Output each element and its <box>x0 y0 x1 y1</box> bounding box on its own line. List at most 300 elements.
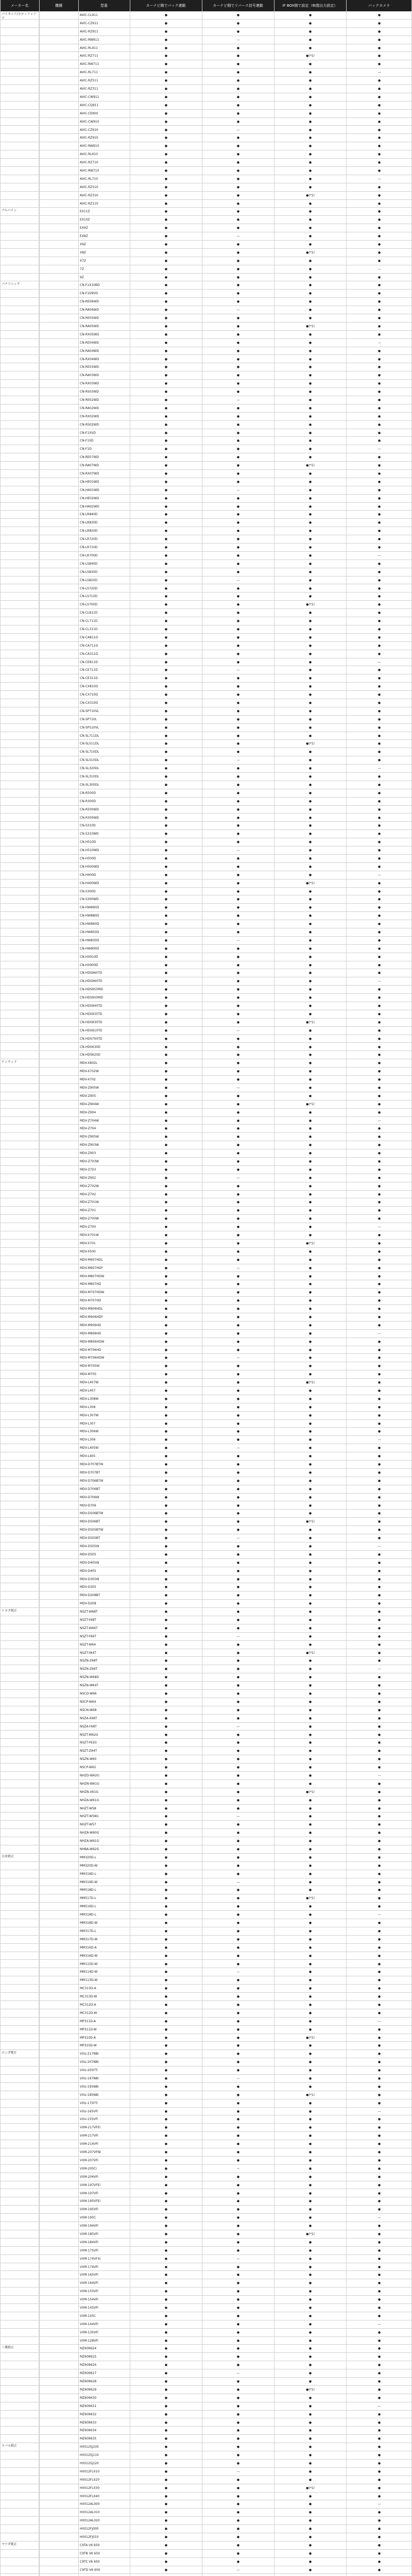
support-mark: ● <box>202 2320 274 2328</box>
table-row <box>0 150 412 159</box>
support-mark: ● <box>130 1976 202 1984</box>
table-row <box>0 895 412 904</box>
support-mark: ● <box>274 1428 346 1435</box>
support-mark: ● <box>274 2124 346 2131</box>
support-mark: ● <box>346 1019 412 1026</box>
model-cell: VXM-154VFi <box>78 2296 130 2303</box>
table-row <box>0 421 412 429</box>
support-mark: ● <box>346 1600 412 1607</box>
table-row <box>0 2222 412 2230</box>
support-mark: ● <box>202 355 274 363</box>
support-mark: ● <box>346 1420 412 1428</box>
support-mark: ● <box>274 1706 346 1714</box>
support-mark: ● <box>130 2500 202 2508</box>
support-mark: ● <box>346 1207 412 1214</box>
support-mark: ● <box>130 1510 202 1517</box>
support-mark: ● <box>130 2451 202 2459</box>
support-mark: ● <box>274 1223 346 1231</box>
support-mark: ● <box>202 1829 274 1837</box>
model-cell: CN-LR820D <box>78 527 130 535</box>
model-cell: AVIC-CQ911 <box>78 101 130 109</box>
model-cell: CN-RX02WD <box>78 413 130 420</box>
support-mark: ● <box>274 2190 346 2197</box>
support-mark: ● <box>274 2509 346 2516</box>
support-mark: ● <box>346 2075 412 2082</box>
support-mark: ● <box>130 1567 202 1575</box>
support-mark: ● <box>346 396 412 404</box>
support-mark: ● <box>274 1673 346 1681</box>
support-mark: ● <box>202 2451 274 2459</box>
support-mark <box>202 2574 274 2576</box>
support-mark: ● <box>346 1141 412 1149</box>
support-mark: ● <box>274 1624 346 1632</box>
support-mark: ● <box>130 1772 202 1780</box>
table-row <box>0 961 412 970</box>
support-mark: ●(*1) <box>274 192 346 199</box>
support-mark: ● <box>274 2042 346 2049</box>
support-mark: ● <box>202 110 274 117</box>
model-cell: AVIC-RZ110 <box>78 200 130 208</box>
model-cell: EX10Z <box>78 216 130 224</box>
support-mark: ● <box>346 1403 412 1411</box>
support-mark: ● <box>202 2476 274 2484</box>
support-mark: ● <box>274 404 346 412</box>
support-mark: ● <box>346 1780 412 1788</box>
support-mark: ● <box>202 2411 274 2418</box>
table-row <box>0 216 412 224</box>
support-mark: ●(*1) <box>274 2386 346 2394</box>
support-mark: ● <box>274 2287 346 2295</box>
support-mark: ● <box>130 208 202 215</box>
table-row <box>0 1575 412 1584</box>
support-mark: ● <box>202 879 274 887</box>
maker-cell: 日産純正 <box>0 1854 39 2050</box>
support-mark: ● <box>202 527 274 535</box>
table-row <box>0 1936 412 1944</box>
support-mark: ● <box>274 2148 346 2156</box>
support-mark: ● <box>274 1764 346 1771</box>
support-mark: ● <box>346 52 412 60</box>
support-mark: ● <box>202 224 274 232</box>
model-cell: MDV-D706BT <box>78 1485 130 1493</box>
support-mark: — <box>202 486 274 494</box>
support-mark: ● <box>274 986 346 993</box>
support-mark: ● <box>346 994 412 1002</box>
table-row <box>0 1215 412 1223</box>
support-mark: ● <box>130 585 202 592</box>
support-mark: ● <box>346 577 412 584</box>
support-mark: ● <box>202 2034 274 2042</box>
table-row <box>0 429 412 437</box>
model-cell: MDV-Z703 <box>78 1166 130 1174</box>
support-mark: ● <box>202 257 274 265</box>
support-mark: ● <box>130 1944 202 1952</box>
support-mark: ● <box>130 1764 202 1771</box>
support-mark: ● <box>130 331 202 338</box>
support-mark: ● <box>202 1502 274 1510</box>
support-mark: ● <box>202 183 274 191</box>
support-mark: — <box>202 756 274 764</box>
support-mark: ● <box>346 855 412 862</box>
model-cell: VXM-204VFi <box>78 2173 130 2181</box>
support-mark: ● <box>274 1027 346 1035</box>
model-cell: MM517D-L <box>78 1894 130 1902</box>
support-mark: ● <box>346 1182 412 1190</box>
support-mark: ● <box>130 1583 202 1591</box>
table-row <box>0 1976 412 1985</box>
support-mark: ● <box>202 2361 274 2369</box>
table-row <box>0 2525 412 2533</box>
support-mark: ● <box>130 920 202 928</box>
support-mark: ● <box>346 707 412 715</box>
table-row <box>0 2165 412 2173</box>
support-mark: ● <box>202 1182 274 1190</box>
model-cell: VXM-205Ci <box>78 2165 130 2173</box>
model-cell: MDV-D706BTW <box>78 1477 130 1485</box>
model-cell: NSZA-Y68T <box>78 1723 130 1731</box>
model-cell: CN-CA311D <box>78 650 130 658</box>
table-row <box>0 1780 412 1788</box>
table-row <box>0 339 412 347</box>
support-mark: ● <box>346 1076 412 1083</box>
support-mark: ● <box>274 1289 346 1296</box>
support-mark: ● <box>202 85 274 93</box>
support-mark: ● <box>130 838 202 846</box>
model-cell: H0012FL020 <box>78 2476 130 2484</box>
table-row <box>0 36 412 44</box>
support-mark: ● <box>346 1575 412 1583</box>
support-mark: ● <box>274 1092 346 1100</box>
support-mark: ● <box>130 1993 202 2001</box>
support-mark: ● <box>202 2558 274 2566</box>
support-mark: ● <box>202 740 274 748</box>
support-mark: ● <box>346 1215 412 1223</box>
support-mark: ● <box>346 895 412 903</box>
support-mark: ● <box>202 1837 274 1845</box>
support-mark: ● <box>346 904 412 911</box>
support-mark: ● <box>130 1805 202 1812</box>
maker-cell: 三菱純正 <box>0 2345 39 2443</box>
support-mark: ● <box>346 2222 412 2230</box>
support-mark: ● <box>202 2018 274 2025</box>
support-mark: ● <box>202 1673 274 1681</box>
support-mark: ● <box>274 1600 346 1607</box>
model-cell: CN-RA02WD <box>78 404 130 412</box>
model-cell: C9TD V6 650 <box>78 2566 130 2574</box>
model-cell: MM318D-W <box>78 1919 130 1927</box>
support-mark: ● <box>130 748 202 756</box>
support-mark: ● <box>130 969 202 977</box>
support-mark: ● <box>202 1518 274 1526</box>
support-mark: ● <box>274 1952 346 1960</box>
support-mark: ● <box>130 1502 202 1510</box>
support-mark: ● <box>346 601 412 608</box>
support-mark: ● <box>274 1960 346 1968</box>
model-cell: VXU-195NBi <box>78 2083 130 2091</box>
support-mark: ● <box>202 2173 274 2181</box>
model-cell: NSZT-W68T <box>78 1608 130 1616</box>
table-row <box>0 1608 412 1616</box>
support-mark: ● <box>274 2247 346 2255</box>
table-row <box>0 183 412 192</box>
support-mark: ● <box>346 511 412 518</box>
support-mark: ● <box>274 552 346 560</box>
support-mark: ● <box>130 1403 202 1411</box>
support-mark: ● <box>346 2566 412 2574</box>
support-mark: ● <box>202 683 274 690</box>
support-mark: ● <box>346 961 412 969</box>
support-mark: ● <box>346 1494 412 1501</box>
table-row <box>0 634 412 642</box>
support-mark: ● <box>346 781 412 789</box>
table-row <box>0 2443 412 2451</box>
support-mark: ● <box>130 1100 202 1108</box>
support-mark: ● <box>130 560 202 568</box>
model-cell: CN-F1D <box>78 445 130 453</box>
support-mark: ● <box>274 2353 346 2361</box>
support-mark: ● <box>346 2197 412 2205</box>
table-row <box>0 281 412 290</box>
support-mark: ● <box>346 208 412 215</box>
support-mark: ● <box>130 2190 202 2197</box>
support-mark: ● <box>130 232 202 240</box>
model-cell: MDV-L407W <box>78 1379 130 1386</box>
model-cell: VXM-207VFi <box>78 2157 130 2164</box>
support-mark: ● <box>130 1649 202 1657</box>
support-mark: ● <box>346 20 412 27</box>
support-mark: ● <box>346 2296 412 2303</box>
table-row <box>0 1174 412 1182</box>
support-mark: — <box>202 2255 274 2263</box>
support-mark: ● <box>346 216 412 224</box>
model-cell: MDV-M907HDL <box>78 1256 130 1264</box>
support-mark: ● <box>274 2132 346 2140</box>
header-cell: カーナビ側でリバース信号連動 <box>202 0 274 11</box>
model-cell: CN-RE06WD <box>78 298 130 306</box>
support-mark: ● <box>274 1837 346 1845</box>
support-mark: ● <box>130 2214 202 2222</box>
support-mark: ● <box>274 2018 346 2025</box>
table-row <box>0 1886 412 1894</box>
support-mark: ● <box>202 478 274 486</box>
model-cell: H0012SJ100 <box>78 2443 130 2451</box>
table-row <box>0 920 412 928</box>
support-mark: ● <box>274 2066 346 2074</box>
header-cell: 機種 <box>39 0 78 11</box>
model-cell: MDV-M707HDW <box>78 1289 130 1296</box>
support-mark: ● <box>202 1526 274 1534</box>
support-mark: ●(*1) <box>274 1100 346 1108</box>
support-mark: ● <box>274 1469 346 1477</box>
support-mark: ● <box>202 2271 274 2279</box>
support-mark: ● <box>202 1428 274 1435</box>
support-mark: ● <box>274 642 346 650</box>
support-mark: ● <box>346 1035 412 1043</box>
support-mark: ● <box>346 1797 412 1804</box>
support-mark: ● <box>130 1125 202 1132</box>
table-row <box>0 1534 412 1543</box>
support-mark: ● <box>346 863 412 871</box>
model-cell: CN-LS710D <box>78 592 130 600</box>
table-row <box>0 52 412 60</box>
support-mark: ● <box>130 2026 202 2033</box>
support-mark: ● <box>346 1641 412 1649</box>
table-row <box>0 200 412 208</box>
model-cell: CN-HE02WD <box>78 495 130 502</box>
support-mark: ● <box>346 1755 412 1763</box>
model-cell: CN-RE07WD <box>78 453 130 461</box>
model-cell: CN-HDS620D <box>78 1051 130 1059</box>
support-mark: ● <box>346 2148 412 2156</box>
support-mark: ● <box>202 363 274 371</box>
model-cell: CN-HX900D <box>78 961 130 969</box>
support-mark: ●(*1) <box>274 249 346 257</box>
support-mark: ● <box>130 855 202 862</box>
model-cell: MM518D-L <box>78 1886 130 1894</box>
support-mark: ● <box>346 1452 412 1460</box>
support-mark: ● <box>202 511 274 518</box>
table-row <box>0 789 412 798</box>
support-mark: ● <box>202 1019 274 1026</box>
support-mark: ● <box>130 1960 202 1968</box>
support-mark: ● <box>202 1657 274 1665</box>
support-mark: ● <box>274 1985 346 1992</box>
support-mark: — <box>346 339 412 347</box>
support-mark: ● <box>202 216 274 224</box>
support-mark: ● <box>202 2115 274 2123</box>
model-cell: CN-HW890D <box>78 904 130 911</box>
support-mark: ● <box>130 1657 202 1665</box>
model-cell: CN-HDS950MD <box>78 994 130 1002</box>
support-mark: ● <box>130 1158 202 1165</box>
support-mark: ● <box>202 1395 274 1403</box>
support-mark: ● <box>346 1845 412 1853</box>
support-mark: ● <box>346 2066 412 2074</box>
support-mark: ● <box>130 552 202 560</box>
support-mark: ● <box>346 2312 412 2320</box>
support-mark: ● <box>130 1641 202 1649</box>
support-mark: ● <box>274 1297 346 1304</box>
support-mark: ● <box>130 928 202 936</box>
support-mark: ● <box>346 1362 412 1370</box>
support-mark: ● <box>130 1452 202 1460</box>
support-mark: ● <box>202 560 274 568</box>
support-mark: ● <box>130 445 202 453</box>
support-mark: ● <box>274 1911 346 1919</box>
support-mark: ●(*1) <box>274 1240 346 1247</box>
table-row <box>0 2247 412 2255</box>
table-row <box>0 871 412 879</box>
support-mark: ● <box>274 2181 346 2189</box>
table-row <box>0 355 412 364</box>
model-cell: MDV-Z905W <box>78 1133 130 1141</box>
model-cell: AVIC-RZ910 <box>78 134 130 142</box>
support-mark: ● <box>130 2132 202 2140</box>
table-row <box>0 2034 412 2042</box>
support-mark: ● <box>202 838 274 846</box>
table-row <box>0 2018 412 2026</box>
table-row <box>0 1076 412 1084</box>
model-cell: NSZN-W64T <box>78 1682 130 1689</box>
support-mark: ● <box>130 363 202 371</box>
model-cell: CN-SL510DL <box>78 756 130 764</box>
table-row <box>0 2361 412 2369</box>
support-mark: ● <box>130 1273 202 1280</box>
support-mark: ● <box>130 1469 202 1477</box>
column-divider <box>78 0 79 2576</box>
support-mark: — <box>346 1665 412 1673</box>
support-mark: ● <box>274 1641 346 1649</box>
support-mark: ● <box>274 855 346 862</box>
support-mark: ● <box>274 1583 346 1591</box>
model-cell: CN-F1XVD <box>78 429 130 437</box>
support-mark: ● <box>274 2304 346 2312</box>
model-cell: MP310D-A <box>78 2034 130 2042</box>
support-mark: ● <box>202 241 274 248</box>
support-mark: ● <box>346 1354 412 1362</box>
table-row <box>0 2157 412 2165</box>
table-row <box>0 1264 412 1273</box>
support-mark: ● <box>274 1567 346 1575</box>
support-mark: ● <box>346 249 412 257</box>
support-mark: ● <box>346 257 412 265</box>
support-mark: ● <box>274 871 346 879</box>
support-mark: ● <box>346 1633 412 1640</box>
model-cell: VXM-155VFi <box>78 2287 130 2295</box>
support-mark: ● <box>130 511 202 518</box>
table-row <box>0 855 412 863</box>
support-mark: — <box>346 1772 412 1780</box>
support-mark: ● <box>274 2402 346 2410</box>
support-mark: ● <box>130 1526 202 1534</box>
support-mark: ● <box>202 2148 274 2156</box>
support-mark: ● <box>130 2304 202 2312</box>
support-mark: ● <box>274 1035 346 1043</box>
support-mark: ● <box>346 756 412 764</box>
support-mark: ● <box>202 1076 274 1083</box>
support-mark: — <box>202 1968 274 1976</box>
table-row <box>0 683 412 691</box>
support-mark: ● <box>130 339 202 347</box>
support-mark: ● <box>274 544 346 551</box>
support-mark: ● <box>346 404 412 412</box>
model-cell: NSZT-W66T <box>78 1624 130 1632</box>
support-mark: ● <box>274 1043 346 1051</box>
support-mark: ● <box>346 1673 412 1681</box>
model-cell: MDV-Z704 <box>78 1125 130 1132</box>
table-row <box>0 69 412 77</box>
support-mark: ● <box>130 175 202 183</box>
support-mark: ● <box>274 1551 346 1558</box>
support-mark: ● <box>346 2369 412 2377</box>
model-cell: CN-HDS965TD <box>78 969 130 977</box>
maker-cell: パイオニア/カロッツェリア <box>0 11 39 208</box>
model-cell: MDV-Z704W <box>78 1117 130 1125</box>
support-mark: ● <box>274 781 346 789</box>
support-mark: ● <box>202 568 274 576</box>
support-mark: ●(*1) <box>274 323 346 330</box>
table-row <box>0 11 412 20</box>
support-mark: ● <box>202 2230 274 2238</box>
support-mark: ● <box>202 2435 274 2443</box>
support-mark: ● <box>130 1002 202 1010</box>
support-mark: ● <box>274 347 346 355</box>
model-cell: NSZN-Z66T <box>78 1665 130 1673</box>
support-mark: ● <box>130 2386 202 2394</box>
support-mark: ● <box>130 1616 202 1624</box>
support-mark: ● <box>202 290 274 297</box>
model-cell: MDV-M806HDW <box>78 1338 130 1346</box>
